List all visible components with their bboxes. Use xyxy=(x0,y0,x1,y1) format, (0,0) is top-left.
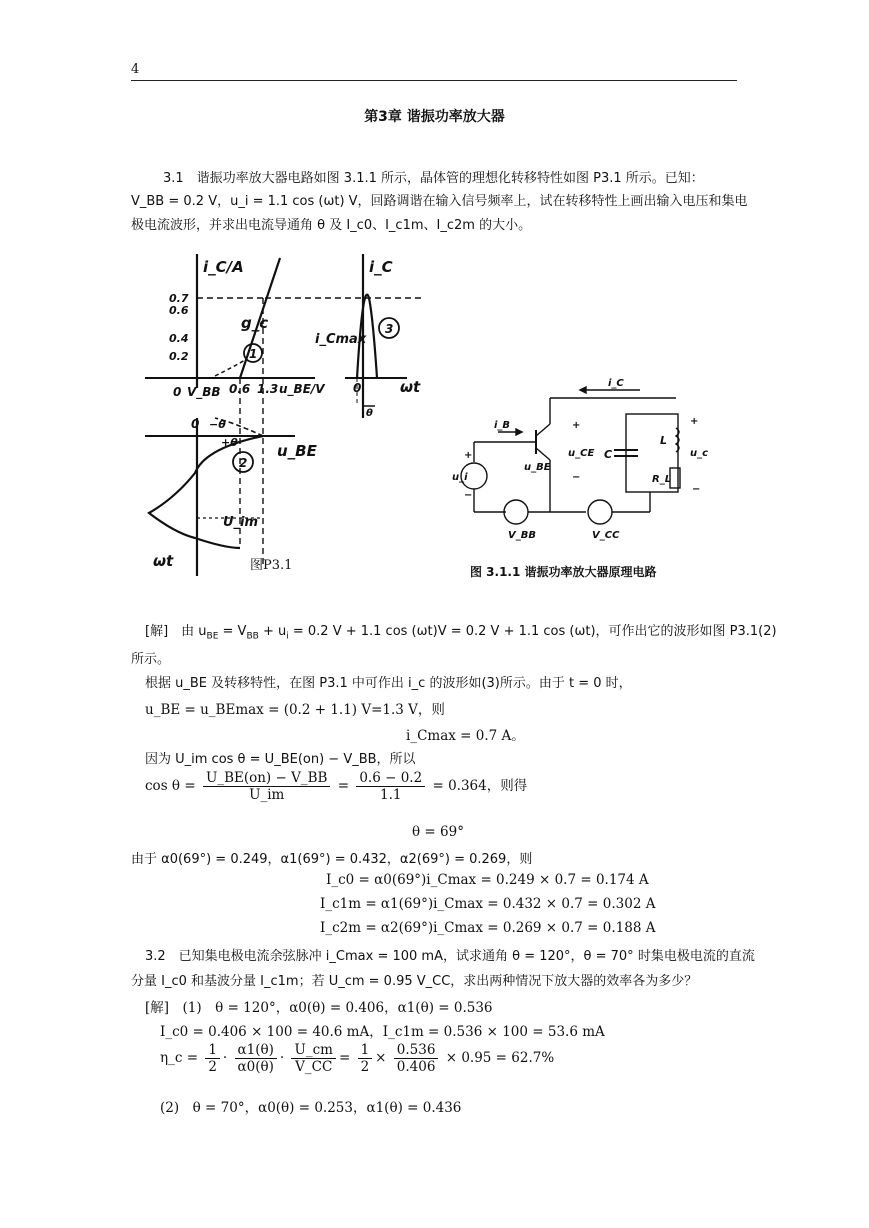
wt-label: ωt xyxy=(400,378,421,396)
vbb-label: V_BB xyxy=(187,385,221,399)
theta-label: θ xyxy=(366,408,373,419)
vcc-circuit-label: V_CC xyxy=(592,530,620,541)
solution-3-2-line1: [解] (1) θ = 120°，α0(θ) = 0.406，α1(θ) = 0.536 xyxy=(145,1000,493,1016)
solution-3-1-ic2m: I_c2m = α2(69°)i_Cmax = 0.269 × 0.7 = 0.188 A xyxy=(320,920,656,936)
problem-3-2-line1: 3.2 已知集电极电流余弦脉冲 i_Cmax = 100 mA，试求通角 θ = 120°，θ = 70° 时集电极电流的直流 xyxy=(145,949,755,964)
uim-label: U_im xyxy=(223,515,259,530)
solution-3-1-line2: 所示。 xyxy=(131,652,171,667)
ube-axis-label: u_BE/V xyxy=(279,382,325,396)
solution-3-1-theta: θ = 69° xyxy=(412,824,464,840)
page-number: 4 xyxy=(131,62,140,77)
solution-3-1-alphas: 由于 α0(69°) = 0.249，α1(69°) = 0.432，α2(69°) = 0.269，则 xyxy=(131,852,533,867)
problem-3-1-line2: V_BB = 0.2 V，u_i = 1.1 cos (ωt) V，回路调谐在输入信号频率上，试在转移特性上画出输入电压和集电 xyxy=(131,194,748,209)
c-label: C xyxy=(604,448,613,461)
ic-axis2-label: i_C xyxy=(369,258,393,276)
circle-1-label: 1 xyxy=(249,347,258,361)
tick-0.6: 0.6 xyxy=(169,304,189,317)
uce-label: u_CE xyxy=(568,448,595,459)
uc-label: u_c xyxy=(690,448,709,459)
tick-0.6-x: 0.6 xyxy=(229,382,251,396)
icmax-label: i_Cmax xyxy=(315,332,367,347)
circle-3-label: 3 xyxy=(385,322,394,336)
plus-theta-label: +θ xyxy=(221,436,238,449)
solution-3-1-ic0: I_c0 = α0(69°)i_Cmax = 0.249 × 0.7 = 0.174 A xyxy=(326,872,649,888)
origin3-label: 0 xyxy=(191,417,200,431)
origin2-label: 0 xyxy=(353,381,362,395)
solution-3-1-line1: [解] 由 $u_{BE} = V_{BB} + u_i = 0.2$ V + 1.1 cos (ωt)V = 0.2 V + 1.1 cos (ωt)，可作出它的波形如图 P3.1(2) xyxy=(145,624,777,642)
chapter-title: 第3章 谐振功率放大器 xyxy=(364,109,505,125)
solution-3-1-ic1m: I_c1m = α1(69°)i_Cmax = 0.432 × 0.7 = 0.302 A xyxy=(320,896,656,912)
solution-3-2-efficiency: η_c = $\frac{1}{2}$ · $\frac{\alpha 1(\theta)}{\alpha 0(\theta)}$ · $\frac{U\_cm}{V\_CC}$ = $\frac{1}{2}$ × $\frac{0.536}{0.406}$ × 0.95 = 62.7% xyxy=(160,1042,555,1075)
rl-label: R_L xyxy=(652,474,672,485)
tick-0.2: 0.2 xyxy=(169,350,189,363)
tick-0.4: 0.4 xyxy=(169,332,189,345)
minus-1: − xyxy=(572,472,581,483)
ube-label: u_BE xyxy=(524,462,551,473)
figure-311-caption: 图 3.1.1 谐振功率放大器原理电路 xyxy=(470,565,657,579)
solution-3-1-line4: u_BE = u_BEmax = (0.2 + 1.1) V=1.3 V，则 xyxy=(145,702,445,718)
solution-3-2-line2: I_c0 = 0.406 × 100 = 40.6 mA，I_c1m = 0.536 × 100 = 53.6 mA xyxy=(160,1024,605,1040)
tick-0.7: 0.7 xyxy=(169,292,189,305)
transfer-characteristic-figure xyxy=(145,248,437,580)
ib-label: i_B xyxy=(494,420,511,431)
figure-p31-caption: 图P3.1 xyxy=(250,558,293,573)
ui-label: u_i xyxy=(452,472,468,483)
ic-axis-label: i_C/A xyxy=(203,258,244,276)
solution-3-1-line3: 根据 u_BE 及转移特性，在图 P3.1 中可作出 i_c 的波形如(3)所示。由于 t = 0 时， xyxy=(145,676,632,691)
solution-3-1-cos-formula: cos θ = $\frac{U\_BE(on) - V\_BB}{U\_im}$ = $\frac{0.6 - 0.2}{1.1}$ = 0.364，则得 xyxy=(145,770,528,803)
origin-label: 0 xyxy=(173,385,182,399)
tick-1.3-x: 1.3 xyxy=(257,382,279,396)
vbb-circuit-label: V_BB xyxy=(508,530,536,541)
ube-axis2-label: u_BE xyxy=(277,442,317,460)
ic-label: i_C xyxy=(608,378,624,389)
circuit-figure xyxy=(450,372,710,552)
solution-3-1-line5: i_Cmax = 0.7 A。 xyxy=(406,728,525,744)
problem-3-1-line1: 3.1 谐振功率放大器电路如图 3.1.1 所示，晶体管的理想化转移特性如图 P3.1 所示。已知： xyxy=(163,171,704,186)
minus-theta-label: −θ xyxy=(209,418,226,431)
header-rule xyxy=(131,80,737,81)
gc-label: g_c xyxy=(241,314,269,332)
plus-3: + xyxy=(464,450,473,461)
l-label: L xyxy=(660,434,668,447)
circle-2-label: 2 xyxy=(239,456,248,470)
solution-3-1-line6: 因为 U_im cos θ = U_BE(on) − V_BB，所以 xyxy=(145,752,416,767)
minus-3: − xyxy=(464,490,473,501)
solution-3-2-line4: (2) θ = 70°，α0(θ) = 0.253，α1(θ) = 0.436 xyxy=(160,1100,462,1116)
plus-2: + xyxy=(690,416,699,427)
plus-1: + xyxy=(572,420,581,431)
wt2-label: ωt xyxy=(153,552,174,570)
minus-2: − xyxy=(692,484,701,495)
problem-3-2-line2: 分量 I_c0 和基波分量 I_c1m；若 U_cm = 0.95 V_CC，求出两种情况下放大器的效率各为多少？ xyxy=(131,974,698,989)
problem-3-1-line3: 极电流波形，并求出电流导通角 θ 及 I_c0、I_c1m、I_c2m 的大小。 xyxy=(131,218,532,233)
